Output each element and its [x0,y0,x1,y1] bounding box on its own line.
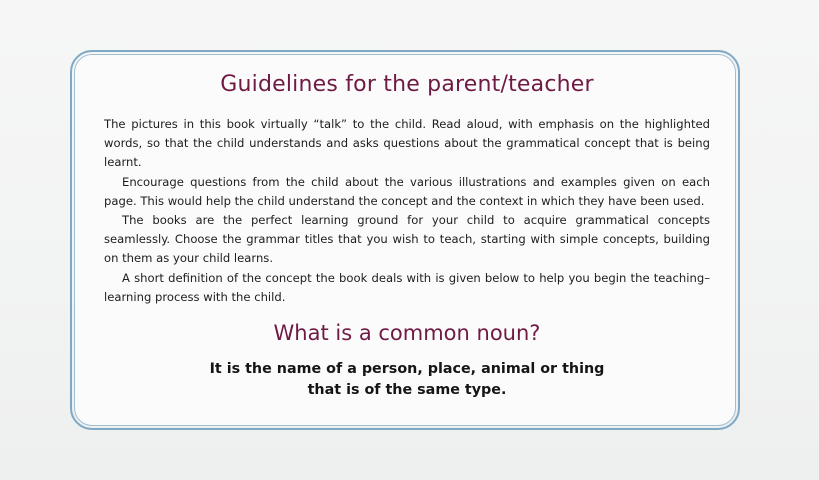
guidelines-panel [104,64,710,401]
guidelines-title: Guidelines for the parent/teacher [220,72,594,97]
definition-heading: What is a common noun? [273,321,541,346]
guidelines-paragraph-2: Encourage questions from the child about the various illustrations and examples given on each page. This would help the child understand the concept and the context in which they have been used. [104,174,710,208]
guidelines-paragraph-3: The books are the perfect learning ground for your child to acquire grammatical concepts seamlessly. Choose the grammar titles that you wish to teach, starting with simple concepts, building on them as your child learns. [104,213,710,266]
definition-text: It is the name of a person, place, animal or thing that is of the same type. [209,361,605,399]
guidelines-paragraph-1: The pictures in this book virtually “talk” to the child. Read aloud, with emphasis on the highlighted words, so that the child understands and asks questions about the grammatical concept that is being learnt. [104,117,710,170]
guidelines-paragraph-4: A short definition of the concept the book deals with is given below to help you begin the teaching–learning process with the child. [104,270,710,304]
guidelines-body [104,115,710,307]
